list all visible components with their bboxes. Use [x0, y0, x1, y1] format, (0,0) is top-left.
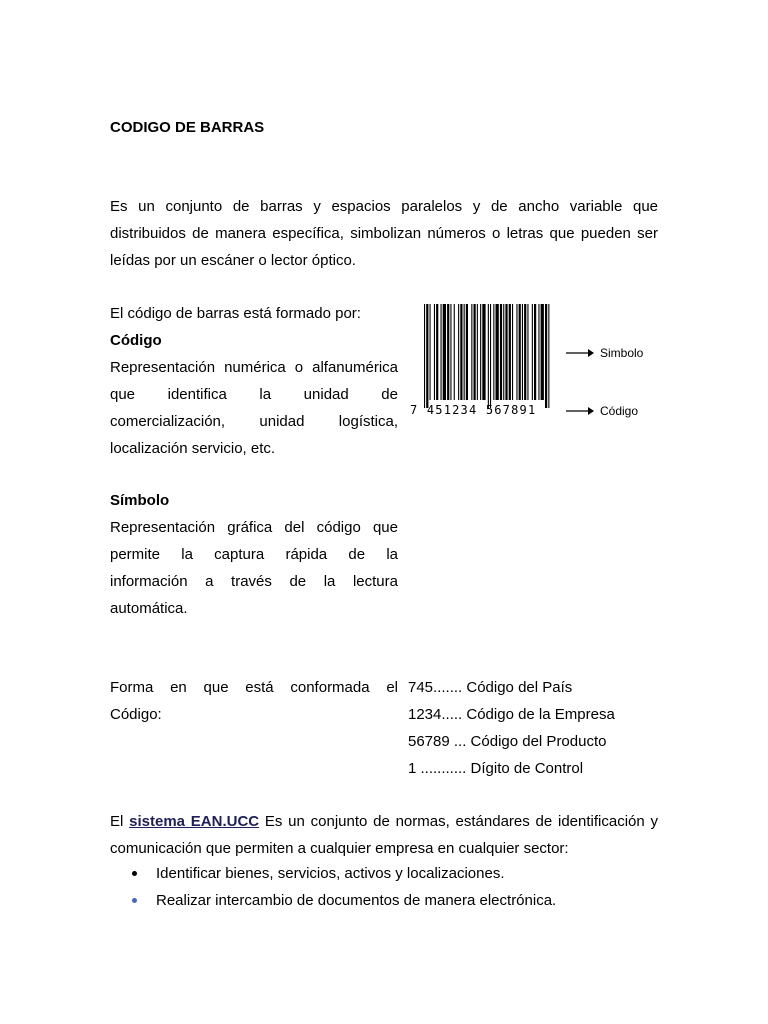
barcode-bar	[512, 304, 513, 400]
simbolo-line: Representación gráfica del código que	[110, 519, 398, 536]
list-item	[110, 887, 556, 914]
barcode-bar	[519, 304, 521, 400]
intro-paragraph: Es un conjunto de barras y espacios paralelos y de ancho variable que distribuidos de manera específica, simbolizan números o letras que pueden ser leídas por un escáner o lector óptico.	[110, 198, 658, 269]
forma-line: Forma en que está conformada el	[110, 679, 398, 696]
barcode-image	[408, 300, 568, 420]
barcode-bar	[548, 304, 549, 408]
list-item	[110, 860, 556, 887]
forma-line: Código:	[110, 706, 162, 723]
simbolo-line: información a través de la lectura	[110, 573, 398, 590]
barcode-bar	[545, 304, 547, 408]
barcode-bar	[460, 304, 462, 400]
list-item-text: Realizar intercambio de documentos de manera electrónica.	[156, 892, 557, 909]
barcode-bar	[490, 304, 491, 408]
simbolo-line: automática.	[110, 600, 188, 617]
barcode-bar	[534, 304, 536, 400]
code-structure-item: 745....... Código del País	[408, 679, 573, 696]
barcode-bar	[441, 304, 442, 400]
page-title: CODIGO DE BARRAS	[110, 119, 265, 136]
code-structure-item: 56789 ... Código del Producto	[408, 733, 607, 750]
barcode-bar	[464, 304, 465, 400]
symbol-label: Simbolo	[600, 346, 644, 360]
code-label: Código	[600, 404, 639, 418]
barcode-bar	[447, 304, 449, 400]
code-callout	[566, 404, 638, 418]
simbolo-line: permite la captura rápida de la	[110, 546, 398, 563]
barcode-bar	[541, 304, 544, 400]
codigo-section	[110, 300, 398, 462]
barcode-bar	[496, 304, 499, 400]
barcode-bar	[466, 304, 468, 400]
barcode-bar	[527, 304, 528, 400]
codigo-heading: Código	[110, 332, 162, 349]
list-item-text: Identificar bienes, servicios, activos y localizaciones.	[156, 865, 505, 882]
ean-link[interactable]: sistema EAN.UCC	[129, 813, 260, 830]
barcode-bar	[500, 304, 502, 400]
ean-line2: comunicación que permiten a cualquier empresa en cualquier sector:	[110, 840, 569, 857]
codigo-line: comercialización, unidad logística,	[110, 413, 398, 430]
barcode-bar	[471, 304, 472, 400]
barcode-bar	[524, 304, 526, 400]
barcode-bar	[430, 304, 431, 400]
ean-prefix: El	[110, 813, 124, 830]
barcode-bar	[482, 304, 485, 400]
barcode-bar	[493, 304, 494, 400]
barcode-bar	[503, 304, 504, 400]
barcode-bar	[522, 304, 523, 400]
barcode-bar	[505, 304, 507, 400]
barcode-bar	[509, 304, 511, 400]
barcode-bar	[436, 304, 438, 400]
barcode-bar	[454, 304, 455, 400]
barcode-bar	[434, 304, 435, 400]
formed-by-text: El código de barras está formado por:	[110, 305, 361, 322]
barcode-bar	[426, 304, 428, 408]
barcode-bar	[474, 304, 476, 400]
barcode-bars	[424, 304, 549, 408]
simbolo-heading: Símbolo	[110, 492, 170, 509]
barcode-bar	[443, 304, 446, 400]
barcode-bar	[516, 304, 517, 400]
forma-section	[110, 674, 398, 728]
codigo-line: Representación numérica o alfanumérica	[110, 359, 398, 376]
arrow-right-icon	[566, 348, 594, 358]
barcode-digits: 7 451234 567891	[410, 403, 537, 417]
barcode-bar	[458, 304, 459, 400]
barcode-bar	[477, 304, 478, 400]
symbol-callout	[566, 346, 643, 360]
barcode-bar	[424, 304, 425, 408]
ean-paragraph	[110, 808, 658, 862]
barcode-bar	[538, 304, 539, 400]
code-structure-item: 1 ........... Dígito de Control	[408, 760, 584, 777]
bullet-icon	[132, 898, 137, 903]
barcode-bar	[450, 304, 451, 400]
bullet-list	[110, 860, 556, 914]
code-structure-item: 1234..... Código de la Empresa	[408, 706, 615, 723]
code-structure-list	[408, 674, 615, 782]
simbolo-section	[110, 487, 398, 622]
arrow-right-icon	[566, 406, 594, 416]
codigo-line: localización servicio, etc.	[110, 440, 276, 457]
codigo-line: que identifica la unidad de	[110, 386, 398, 403]
barcode-bar	[488, 304, 489, 408]
ean-line1: Es un conjunto de normas, estándares de identificación y	[264, 813, 658, 830]
bullet-icon	[132, 871, 137, 876]
barcode-bar	[532, 304, 533, 400]
barcode-bar	[480, 304, 481, 400]
